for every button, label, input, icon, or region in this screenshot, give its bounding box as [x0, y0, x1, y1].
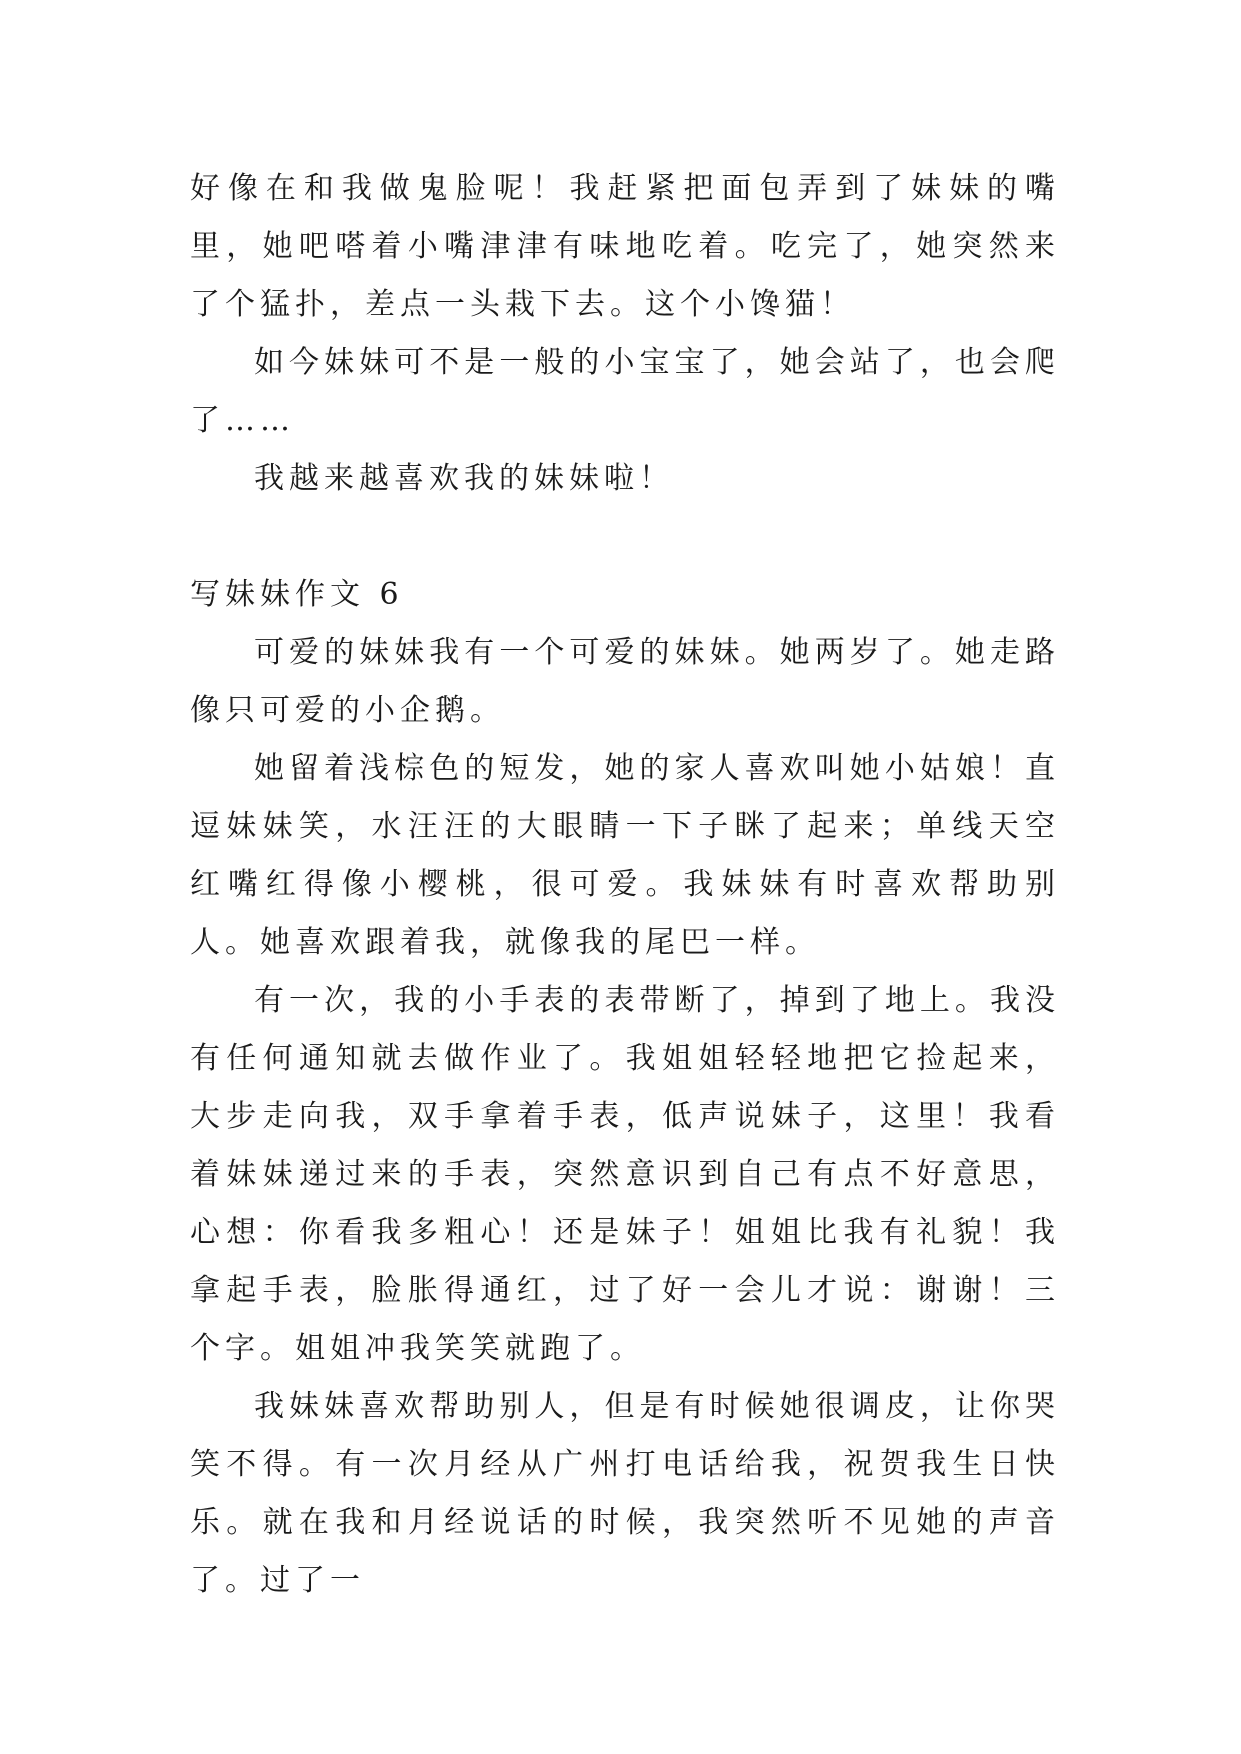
- document-body: [190, 160, 1060, 1610]
- paragraph-4: 可爱的妹妹我有一个可爱的妹妹。她两岁了。她走路像只可爱的小企鹅。: [190, 635, 1060, 728]
- paragraph-1: 好像在和我做鬼脸呢！我赶紧把面包弄到了妹妹的嘴里，她吧嗒着小嘴津津有味地吃着。吃完了，她突然来了个猛扑，差点一头栽下去。这个小馋猫！: [190, 171, 1060, 322]
- paragraph-7: 我妹妹喜欢帮助别人，但是有时候她很调皮，让你哭笑不得。有一次月经从广州打电话给我，祝贺我生日快乐。就在我和月经说话的时候，我突然听不见她的声音了。过了一: [190, 1389, 1060, 1598]
- section-title: 写妹妹作文 6: [190, 577, 404, 612]
- paragraph-5: 她留着浅棕色的短发，她的家人喜欢叫她小姑娘！直逗妹妹笑，水汪汪的大眼睛一下子眯了起来；单线天空红嘴红得像小樱桃，很可爱。我妹妹有时喜欢帮助别人。她喜欢跟着我，就像我的尾巴一样。: [190, 751, 1060, 960]
- paragraph-6: 有一次，我的小手表的表带断了，掉到了地上。我没有任何通知就去做作业了。我姐姐轻轻地把它捡起来，大步走向我，双手拿着手表，低声说妹子，这里！我看着妹妹递过来的手表，突然意识到自己有点不好意思，心想：你看我多粗心！还是妹子！姐姐比我有礼貌！我拿起手表，脸胀得通红，过了好一会儿才说：谢谢！三个字。姐姐冲我笑笑就跑了。: [190, 983, 1060, 1366]
- paragraph-2: 如今妹妹可不是一般的小宝宝了，她会站了，也会爬了……: [190, 345, 1060, 438]
- paragraph-3: 我越来越喜欢我的妹妹啦！: [254, 461, 674, 496]
